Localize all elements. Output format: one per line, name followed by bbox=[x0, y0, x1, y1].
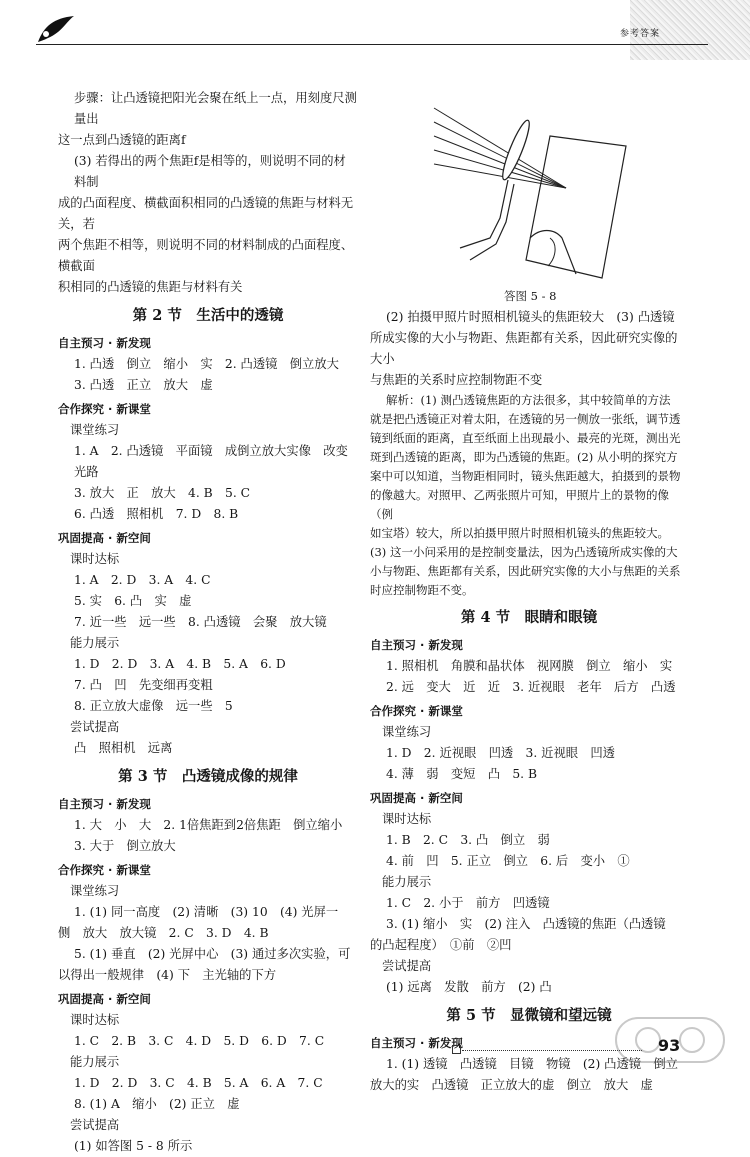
answer-line: 1. D 2. D 3. C 4. B 5. A 6. A 7. C bbox=[74, 1076, 323, 1090]
answer-line: 1. A 2. D 3. A 4. C bbox=[74, 573, 211, 587]
leaf-logo-icon bbox=[36, 12, 76, 46]
answer-line: 课堂练习 bbox=[70, 884, 120, 898]
answer-line: 时应控制物距不变。 bbox=[370, 583, 474, 597]
lens-focusing-figure bbox=[430, 88, 640, 280]
answer-line: 4. 薄 弱 变短 凸 5. B bbox=[386, 767, 537, 781]
section-title: 第 3 节 凸透镜成像的规律 bbox=[118, 768, 298, 785]
figure-caption: 答图 5 - 8 bbox=[504, 289, 557, 303]
answer-line: 6. 凸透 照相机 7. D 8. B bbox=[74, 507, 239, 521]
answer-line: 5. (1) 垂直 (2) 光屏中心 (3) 通过多次实验，可 bbox=[74, 947, 351, 961]
answer-line: 3. 大于 倒立放大 bbox=[74, 839, 176, 853]
answer-line: 的像越大。对照甲、乙两张照片可知，甲照片上的景物的像（例 bbox=[370, 488, 669, 521]
header-rule bbox=[36, 44, 708, 45]
answer-line: 斑到凸透镜的距离，即为凸透镜的焦距。(2) 从小明的探究方 bbox=[370, 450, 678, 464]
answer-line: 8. (1) A 缩小 (2) 正立 虚 bbox=[74, 1097, 240, 1111]
answer-line: 7. 近一些 远一些 8. 凸透镜 会聚 放大镜 bbox=[74, 615, 327, 629]
subsection-heading: 自主预习 · 新发现 bbox=[370, 638, 463, 652]
answer-line: 7. 凸 凹 先变细再变粗 bbox=[74, 678, 213, 692]
subsection-heading: 合作探究 · 新课堂 bbox=[58, 863, 151, 877]
answer-line: 课时达标 bbox=[382, 812, 432, 826]
answer-line: 以得出一般规律 (4) 下 主光轴的下方 bbox=[58, 968, 277, 982]
answer-line: 1. B 2. C 3. 凸 倒立 弱 bbox=[386, 833, 550, 847]
answer-line: 课时达标 bbox=[70, 552, 120, 566]
answer-line: 3. 放大 正 放大 4. B 5. C bbox=[74, 486, 251, 500]
answer-line: 能力展示 bbox=[382, 875, 432, 889]
section-title: 第 4 节 眼睛和眼镜 bbox=[460, 609, 598, 626]
answer-line: (1) 远离 发散 前方 (2) 凸 bbox=[386, 980, 552, 994]
answer-line: 3. (1) 缩小 实 (2) 注入 凸透镜的焦距（凸透镜 bbox=[386, 917, 666, 931]
answer-line: 步骤：让凸透镜把阳光会聚在纸上一点，用刻度尺测量出 bbox=[74, 91, 357, 126]
subsection-heading: 自主预习 · 新发现 bbox=[370, 1036, 463, 1050]
answer-line: 案中可以知道，当物距相同时，镜头焦距越大，拍摄到的景物 bbox=[370, 469, 681, 483]
answer-line: 1. A 2. 凸透镜 平面镜 成倒立放大实像 改变光路 bbox=[74, 444, 348, 479]
answer-line: 8. 正立放大虚像 远一些 5 bbox=[74, 699, 233, 713]
answer-line: 1. 照相机 角膜和晶状体 视网膜 倒立 缩小 实 bbox=[386, 659, 673, 673]
answer-line: 积相同的凸透镜的焦距与材料有关 bbox=[58, 280, 243, 294]
answer-line: (1) 如答图 5 - 8 所示 bbox=[74, 1139, 193, 1153]
left-column bbox=[58, 88, 358, 1157]
answer-line: 与焦距的关系时应控制物距不变 bbox=[370, 373, 543, 387]
section-title: 第 2 节 生活中的透镜 bbox=[132, 307, 284, 324]
subsection-heading: 巩固提高 · 新空间 bbox=[58, 531, 151, 545]
answer-line: 如宝塔）较大，所以拍摄甲照片时照相机镜头的焦距较大。 bbox=[370, 526, 669, 540]
subsection-heading: 合作探究 · 新课堂 bbox=[370, 704, 463, 718]
answer-line: 的凸起程度） ①前 ②凹 bbox=[370, 938, 512, 952]
subsection-heading: 合作探究 · 新课堂 bbox=[58, 402, 151, 416]
answer-line: 成的凸面程度、横截面积相同的凸透镜的焦距与材料无关，若 bbox=[58, 196, 354, 231]
answer-line: 小与物距、焦距都有关系，因此研究实像的大小与焦距的关系 bbox=[370, 564, 681, 578]
answer-line: 1. (1) 透镜 凸透镜 目镜 物镜 (2) 凸透镜 倒立 bbox=[386, 1057, 678, 1071]
answer-line: 放大的实 凸透镜 正立放大的虚 倒立 放大 虚 bbox=[370, 1078, 653, 1092]
answer-line: 解析：(1) 测凸透镜焦距的方法很多，其中较简单的方法 bbox=[386, 393, 671, 407]
subsection-heading: 巩固提高 · 新空间 bbox=[370, 791, 463, 805]
answer-line: 尝试提高 bbox=[70, 720, 120, 734]
answer-line: 1. C 2. 小于 前方 凹透镜 bbox=[386, 896, 550, 910]
answer-line: 3. 凸透 正立 放大 虚 bbox=[74, 378, 213, 392]
answer-line: 课堂练习 bbox=[70, 423, 120, 437]
section-title: 第 5 节 显微镜和望远镜 bbox=[446, 1007, 612, 1024]
answer-line: 就是把凸透镜正对着太阳，在透镜的另一侧放一张纸，调节透 bbox=[370, 412, 681, 426]
answer-line: 能力展示 bbox=[70, 636, 120, 650]
answer-line: 能力展示 bbox=[70, 1055, 120, 1069]
answer-line: 4. 前 凹 5. 正立 倒立 6. 后 变小 ① bbox=[386, 854, 630, 868]
footer-square-icon bbox=[452, 1045, 461, 1054]
answer-line: 尝试提高 bbox=[382, 959, 432, 973]
running-title: 参考答案 bbox=[620, 29, 661, 39]
answer-line: (2) 拍摄甲照片时照相机镜头的焦距较大 (3) 凸透镜 bbox=[386, 310, 675, 324]
answer-line: 课时达标 bbox=[70, 1013, 120, 1027]
subsection-heading: 巩固提高 · 新空间 bbox=[58, 992, 151, 1006]
answer-line: 1. 凸透 倒立 缩小 实 2. 凸透镜 倒立放大 bbox=[74, 357, 339, 371]
answer-line: (3) 若得出的两个焦距f是相等的，则说明不同的材料制 bbox=[74, 154, 346, 189]
answer-line: 所成实像的大小与物距、焦距都有关系，因此研究实像的大小 bbox=[370, 331, 678, 366]
answer-line: (3) 这一小问采用的是控制变量法，因为凸透镜所成实像的大 bbox=[370, 545, 678, 559]
subsection-heading: 自主预习 · 新发现 bbox=[58, 336, 151, 350]
answer-line: 镜到纸面的距离，直至纸面上出现最小、最亮的光斑，测出光 bbox=[370, 431, 681, 445]
answer-line: 课堂练习 bbox=[382, 725, 432, 739]
answer-line: 两个焦距不相等，则说明不同的材料制成的凸面程度、横截面 bbox=[58, 238, 354, 273]
answer-line: 2. 远 变大 近 近 3. 近视眼 老年 后方 凸透 bbox=[386, 680, 676, 694]
answer-line: 1. C 2. B 3. C 4. D 5. D 6. D 7. C bbox=[74, 1034, 325, 1048]
right-column bbox=[370, 307, 688, 1096]
answer-line: 侧 放大 放大镜 2. C 3. D 4. B bbox=[58, 926, 269, 940]
answer-line: 1. D 2. 近视眼 凹透 3. 近视眼 凹透 bbox=[386, 746, 615, 760]
answer-line: 这一点到凸透镜的距离f bbox=[58, 133, 186, 147]
answer-line: 1. D 2. D 3. A 4. B 5. A 6. D bbox=[74, 657, 286, 671]
subsection-heading: 自主预习 · 新发现 bbox=[58, 797, 151, 811]
answer-line: 尝试提高 bbox=[70, 1118, 120, 1132]
answer-line: 凸 照相机 远离 bbox=[74, 741, 173, 755]
answer-line: 5. 实 6. 凸 实 虚 bbox=[74, 594, 192, 608]
page-number: 93 bbox=[658, 1036, 681, 1055]
answer-line: 1. (1) 同一高度 (2) 清晰 (3) 10 (4) 光屏一 bbox=[74, 905, 339, 919]
answer-line: 1. 大 小 大 2. 1倍焦距到2倍焦距 倒立缩小 bbox=[74, 818, 343, 832]
